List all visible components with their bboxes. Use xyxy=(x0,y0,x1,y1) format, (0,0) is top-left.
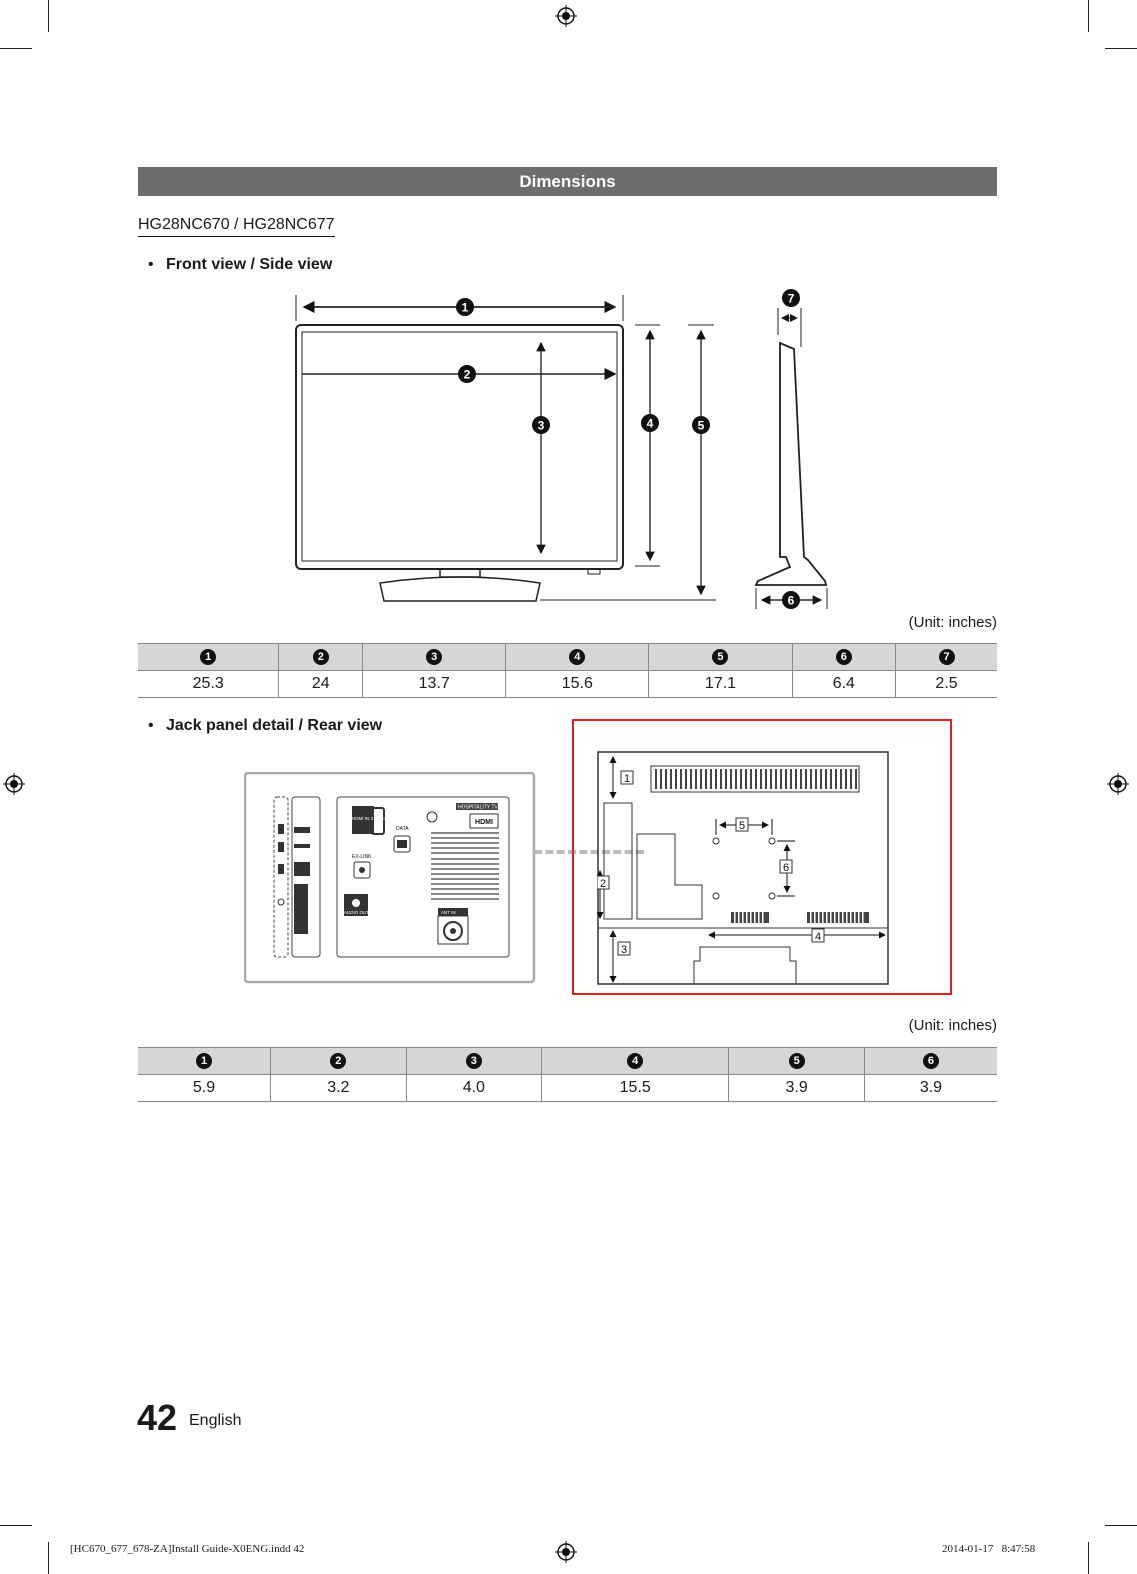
unit-label: (Unit: inches) xyxy=(908,614,997,631)
crop-mark xyxy=(0,48,32,49)
header-number: 4 xyxy=(627,1053,643,1069)
svg-text:1: 1 xyxy=(461,300,469,315)
svg-text:4: 4 xyxy=(646,416,654,431)
registration-mark-icon xyxy=(1107,773,1129,795)
table-cell: 25.3 xyxy=(138,671,279,698)
callout-6 xyxy=(782,591,800,609)
col-1 xyxy=(138,644,279,671)
front-dimensions-table xyxy=(138,643,997,698)
vent-grille xyxy=(655,769,857,789)
crop-mark xyxy=(48,0,49,32)
front-side-view-diagram xyxy=(280,285,850,615)
header-number: 7 xyxy=(939,649,955,665)
rear-dimensions-table xyxy=(138,1047,997,1102)
col-3 xyxy=(406,1048,542,1075)
header-number: 4 xyxy=(569,649,585,665)
table-cell: 4.0 xyxy=(406,1075,542,1102)
callout-5 xyxy=(692,416,710,434)
rear-callout-2 xyxy=(597,876,609,890)
svg-text:HDMI: HDMI xyxy=(475,819,493,826)
col-7 xyxy=(896,644,997,671)
unit-label: (Unit: inches) xyxy=(908,1017,997,1034)
col-6 xyxy=(864,1048,997,1075)
header-number: 2 xyxy=(313,649,329,665)
svg-text:6: 6 xyxy=(782,862,790,874)
svg-text:HOSPITALITY TV: HOSPITALITY TV xyxy=(458,804,498,811)
crop-mark xyxy=(1088,1542,1089,1574)
callout-1 xyxy=(456,298,474,316)
table-cell: 3.9 xyxy=(864,1075,997,1102)
callout-4 xyxy=(641,414,659,432)
front-view-heading: • Front view / Side view xyxy=(148,256,333,273)
header-number: 1 xyxy=(196,1053,212,1069)
svg-text:5: 5 xyxy=(738,820,746,832)
header-number: 5 xyxy=(712,649,728,665)
rear-callout-3 xyxy=(618,942,630,956)
svg-text:7: 7 xyxy=(787,291,795,306)
registration-mark-icon xyxy=(555,5,577,27)
model-heading: HG28NC670 / HG28NC677 xyxy=(138,216,335,237)
footer-timestamp: 2014-01-17 8:47:58 xyxy=(942,1543,1036,1555)
crop-mark xyxy=(1105,48,1137,49)
col-2 xyxy=(271,1048,407,1075)
col-5 xyxy=(649,644,792,671)
page-language: English xyxy=(189,1412,242,1429)
svg-text:AUDIO OUT: AUDIO OUT xyxy=(344,910,370,915)
callout-7 xyxy=(782,289,800,307)
header-number: 5 xyxy=(789,1053,805,1069)
svg-text:3: 3 xyxy=(537,418,545,433)
callout-2 xyxy=(458,365,476,383)
svg-text:1: 1 xyxy=(623,773,631,785)
crop-mark xyxy=(1105,1525,1137,1526)
crop-mark xyxy=(1088,0,1089,32)
table-cell: 3.2 xyxy=(271,1075,407,1102)
rear-callout-6 xyxy=(780,860,792,874)
table-cell: 17.1 xyxy=(649,671,792,698)
header-number: 3 xyxy=(466,1053,482,1069)
table-row xyxy=(138,671,997,698)
header-number: 3 xyxy=(426,649,442,665)
svg-text:DATA: DATA xyxy=(396,826,409,832)
header-number: 1 xyxy=(200,649,216,665)
rear-view-diagram xyxy=(597,751,891,987)
rear-callout-1 xyxy=(621,771,633,785)
header-number: 6 xyxy=(923,1053,939,1069)
svg-text:HDMI IN 3 (ARC): HDMI IN 3 (ARC) xyxy=(352,816,387,821)
rear-callout-4 xyxy=(812,929,824,943)
col-1 xyxy=(138,1048,271,1075)
svg-text:5: 5 xyxy=(697,418,705,433)
rear-callout-5 xyxy=(736,818,748,832)
table-header-row xyxy=(138,1048,997,1075)
col-4 xyxy=(542,1048,729,1075)
table-cell: 2.5 xyxy=(896,671,997,698)
table-header-row xyxy=(138,644,997,671)
svg-text:ANT IN: ANT IN xyxy=(441,910,456,915)
jack-panel-diagram xyxy=(244,772,536,984)
table-cell: 5.9 xyxy=(138,1075,271,1102)
callout-3 xyxy=(532,416,550,434)
registration-mark-icon xyxy=(3,773,25,795)
table-row xyxy=(138,1075,997,1102)
header-number: 2 xyxy=(330,1053,346,1069)
section-title: Dimensions xyxy=(138,167,997,196)
rear-view-heading: • Jack panel detail / Rear view xyxy=(148,717,383,734)
col-2 xyxy=(279,644,363,671)
table-cell: 3.9 xyxy=(729,1075,865,1102)
svg-text:4: 4 xyxy=(814,931,822,943)
svg-text:EX-LINK: EX-LINK xyxy=(352,854,372,860)
svg-text:6: 6 xyxy=(787,593,795,608)
svg-text:2: 2 xyxy=(599,878,607,890)
front-view-label: Front view / Side view xyxy=(166,256,333,273)
table-cell: 6.4 xyxy=(792,671,896,698)
table-cell: 15.5 xyxy=(542,1075,729,1102)
svg-text:3: 3 xyxy=(620,944,628,956)
page-number: 42 xyxy=(137,1397,178,1438)
crop-mark xyxy=(0,1525,32,1526)
col-4 xyxy=(506,644,649,671)
table-cell: 15.6 xyxy=(506,671,649,698)
col-3 xyxy=(363,644,506,671)
footer-file-slug: [HC670_677_678-ZA]Install Guide-X0ENG.indd 42 xyxy=(70,1543,305,1555)
col-6 xyxy=(792,644,896,671)
crop-mark xyxy=(48,1542,49,1574)
table-cell: 13.7 xyxy=(363,671,506,698)
header-number: 6 xyxy=(836,649,852,665)
svg-text:2: 2 xyxy=(463,367,471,382)
rear-view-label: Jack panel detail / Rear view xyxy=(166,717,383,734)
col-5 xyxy=(729,1048,865,1075)
registration-mark-icon xyxy=(555,1541,577,1563)
table-cell: 24 xyxy=(279,671,363,698)
